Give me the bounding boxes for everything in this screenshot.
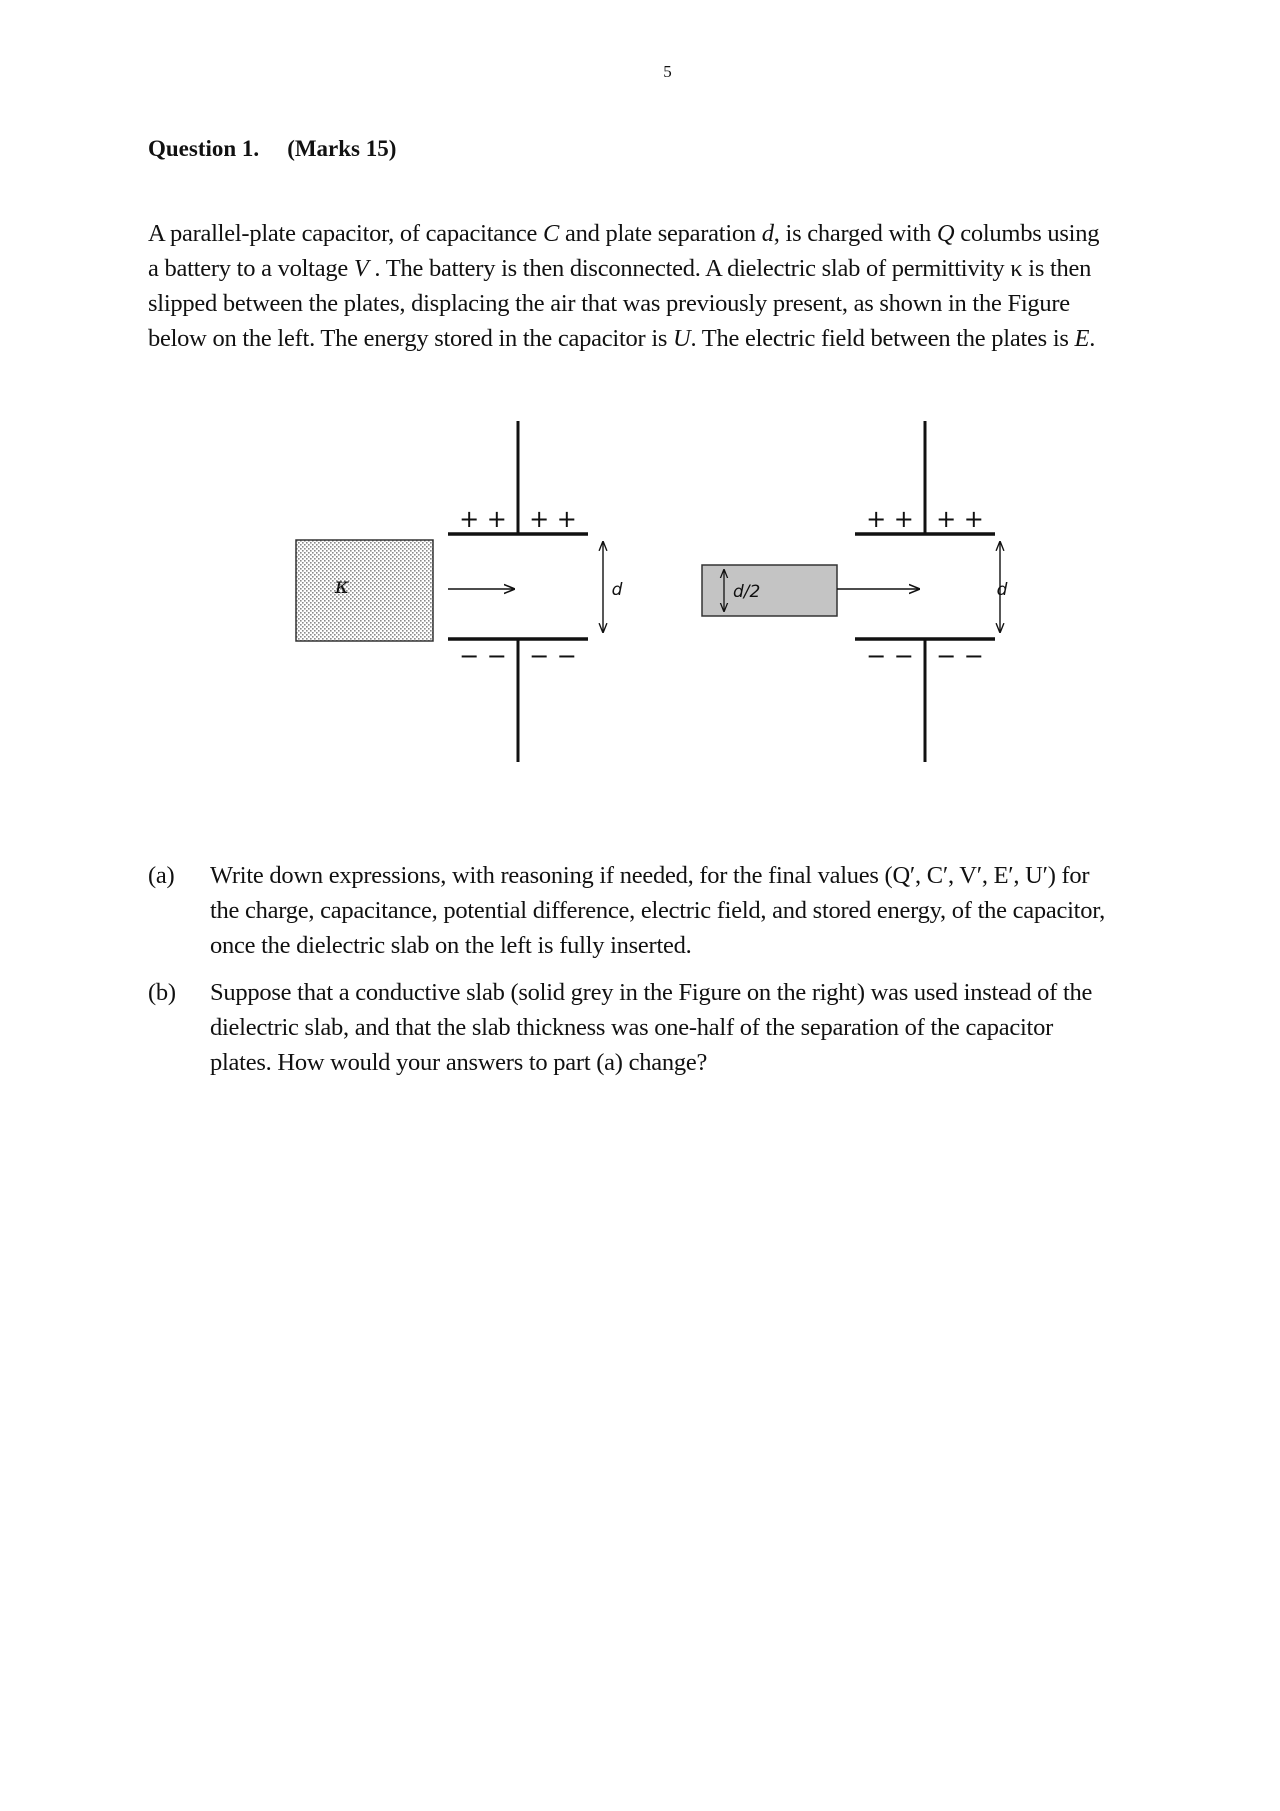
question-marks: (Marks 15) (287, 136, 397, 161)
capacitor-figure (290, 410, 1010, 770)
part-b-line-1: Suppose that a conductive slab (solid grey in the Figure on the right) was used instead of the (210, 979, 1093, 1006)
intro-text: and plate separation (559, 220, 762, 247)
part-a-line-1: Write down expressions, with reasoning if needed, for the final values (Q′, C′, V′, E′, U′) for (210, 862, 1090, 889)
left-top-charges-left: + + (459, 505, 507, 533)
intro-paragraph (148, 216, 1198, 356)
question-header (148, 136, 396, 162)
intro-text: . The battery is then disconnected. A dielectric slab of permittivity κ is then (368, 255, 1092, 282)
intro-line-1 (148, 216, 1198, 251)
question-parts (148, 858, 1198, 1092)
left-top-charges-right: + + (529, 505, 577, 533)
part-a (148, 858, 1198, 963)
intro-text: . The electric field between the plates is (690, 325, 1075, 352)
dielectric-slab-label: κ (334, 574, 350, 599)
conductive-slab (702, 565, 837, 616)
left-capacitor (296, 421, 623, 762)
symbol-E: E (1074, 325, 1090, 352)
dielectric-slab (296, 540, 433, 641)
part-b-line-3: plates. How would your answers to part (a) change? (210, 1049, 708, 1076)
intro-text: columbs using (954, 220, 1100, 247)
left-bottom-charges-left: − − (459, 642, 507, 670)
intro-text: . (1089, 325, 1096, 352)
right-bottom-charges-left: − − (866, 642, 914, 670)
part-b (148, 975, 1198, 1080)
right-capacitor (702, 421, 1008, 762)
left-bottom-charges-right: − − (529, 642, 577, 670)
intro-text: A parallel-plate capacitor, of capacitance (148, 220, 543, 247)
part-a-label: (a) (148, 862, 175, 889)
conductive-slab-label: d/2 (733, 582, 761, 602)
part-a-line-2: the charge, capacitance, potential difference, electric field, and stored energy, of the capacitor, (210, 897, 1106, 924)
part-a-line-3: once the dielectric slab on the left is fully inserted. (210, 932, 692, 959)
question-title: Question 1. (148, 136, 260, 161)
right-bottom-charges-right: − − (936, 642, 984, 670)
symbol-U: U (673, 325, 691, 352)
symbol-d: d (761, 220, 774, 247)
capacitor-diagram (290, 410, 1010, 770)
right-separation-label: d (996, 580, 1008, 600)
right-top-charges-right: + + (936, 505, 984, 533)
left-separation-label: d (611, 580, 623, 600)
intro-text: below on the left. The energy stored in the capacitor is (148, 325, 674, 352)
intro-line-4 (148, 321, 1198, 356)
symbol-V: V (353, 255, 369, 282)
intro-text: a battery to a voltage (148, 255, 354, 282)
page-number: 5 (663, 62, 672, 81)
part-b-label: (b) (148, 979, 176, 1006)
intro-line-3: slipped between the plates, displacing the air that was previously present, as shown in the Figure (148, 290, 1070, 317)
intro-line-2 (148, 251, 1198, 286)
symbol-Q: Q (936, 220, 955, 247)
part-b-line-2: dielectric slab, and that the slab thickness was one-half of the separation of the capacitor (210, 1014, 1054, 1041)
intro-text: , is charged with (773, 220, 937, 247)
symbol-C: C (543, 220, 560, 247)
right-top-charges-left: + + (866, 505, 914, 533)
